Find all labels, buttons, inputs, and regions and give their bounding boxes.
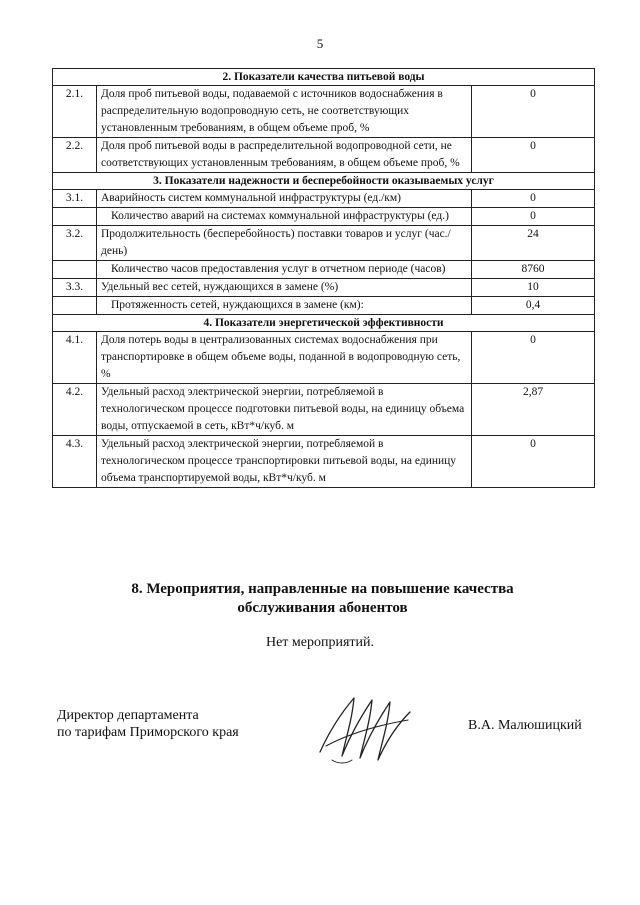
row-value: 0,4 (472, 297, 595, 315)
row-description: Удельный расход электрической энергии, потребляемой в технологическом процессе подготовки питьевой воды, на единицу объема воды, отпускаемой в сеть, кВт*ч/куб. м (97, 384, 472, 436)
row-number (53, 261, 97, 279)
row-value: 0 (472, 138, 595, 173)
section-header-row (53, 69, 595, 86)
table-row (53, 190, 595, 208)
row-number: 2.1. (53, 86, 97, 138)
table-row (53, 332, 595, 384)
table-row (53, 226, 595, 261)
section-title: 2. Показатели качества питьевой воды (53, 69, 595, 86)
row-description: Количество аварий на системах коммунальной инфраструктуры (ед.) (97, 208, 472, 226)
indicators-table (52, 68, 595, 488)
row-number: 4.1. (53, 332, 97, 384)
table-row (53, 384, 595, 436)
table-row (53, 279, 595, 297)
row-description: Удельный расход электрической энергии, потребляемой в технологическом процессе транспортировки питьевой воды, на единицу объема транспортируемой воды, кВт*ч/куб. м (97, 436, 472, 488)
row-description: Количество часов предоставления услуг в отчетном периоде (часов) (97, 261, 472, 279)
section-8-heading (60, 580, 585, 618)
handwritten-signature (312, 690, 417, 770)
row-description: Аварийность систем коммунальной инфраструктуры (ед./км) (97, 190, 472, 208)
row-number: 2.2. (53, 138, 97, 173)
row-number (53, 297, 97, 315)
row-value: 0 (472, 190, 595, 208)
row-description: Доля проб питьевой воды в распределительной водопроводной сети, не соответствующих установленным требованиям, в общем объеме проб, % (97, 138, 472, 173)
row-value: 10 (472, 279, 595, 297)
row-value: 24 (472, 226, 595, 261)
row-number: 3.3. (53, 279, 97, 297)
row-number: 3.1. (53, 190, 97, 208)
page-number: 5 (316, 36, 324, 51)
row-number: 4.2. (53, 384, 97, 436)
row-value: 0 (472, 332, 595, 384)
signer-name: В.А. Малюшицкий (468, 718, 582, 733)
table-row (53, 138, 595, 173)
row-value: 0 (472, 436, 595, 488)
table-row (53, 436, 595, 488)
signer-position-line2: по тарифам Приморского края (57, 725, 239, 740)
section-title: 4. Показатели энергетической эффективности (53, 315, 595, 332)
indicators-table-body (53, 69, 595, 488)
table-row (53, 261, 595, 279)
row-value: 8760 (472, 261, 595, 279)
row-value: 0 (472, 86, 595, 138)
table-row (53, 86, 595, 138)
row-value: 0 (472, 208, 595, 226)
table-row (53, 297, 595, 315)
table-row (53, 208, 595, 226)
section-header-row (53, 173, 595, 190)
row-number (53, 208, 97, 226)
row-description: Доля проб питьевой воды, подаваемой с источников водоснабжения в распределительную водопроводную сеть, не соответствующих установленным требованиям, в общем объеме проб, % (97, 86, 472, 138)
signer-position-line1: Директор департамента (57, 708, 199, 723)
section-8-heading-line1: 8. Мероприятия, направленные на повышение качества (131, 581, 514, 597)
section-8-body: Нет мероприятий. (265, 635, 375, 650)
signer-position (57, 707, 239, 741)
row-number: 4.3. (53, 436, 97, 488)
section-8-heading-line2: обслуживания абонентов (237, 600, 408, 616)
row-description: Протяженность сетей, нуждающихся в замене (км): (97, 297, 472, 315)
section-header-row (53, 315, 595, 332)
row-description: Доля потерь воды в централизованных системах водоснабжения при транспортировке в общем объеме воды, поданной в водопроводную сеть, % (97, 332, 472, 384)
row-description: Продолжительность (бесперебойность) поставки товаров и услуг (час./день) (97, 226, 472, 261)
section-title: 3. Показатели надежности и бесперебойности оказываемых услуг (53, 173, 595, 190)
row-number: 3.2. (53, 226, 97, 261)
row-description: Удельный вес сетей, нуждающихся в замене (%) (97, 279, 472, 297)
row-value: 2,87 (472, 384, 595, 436)
